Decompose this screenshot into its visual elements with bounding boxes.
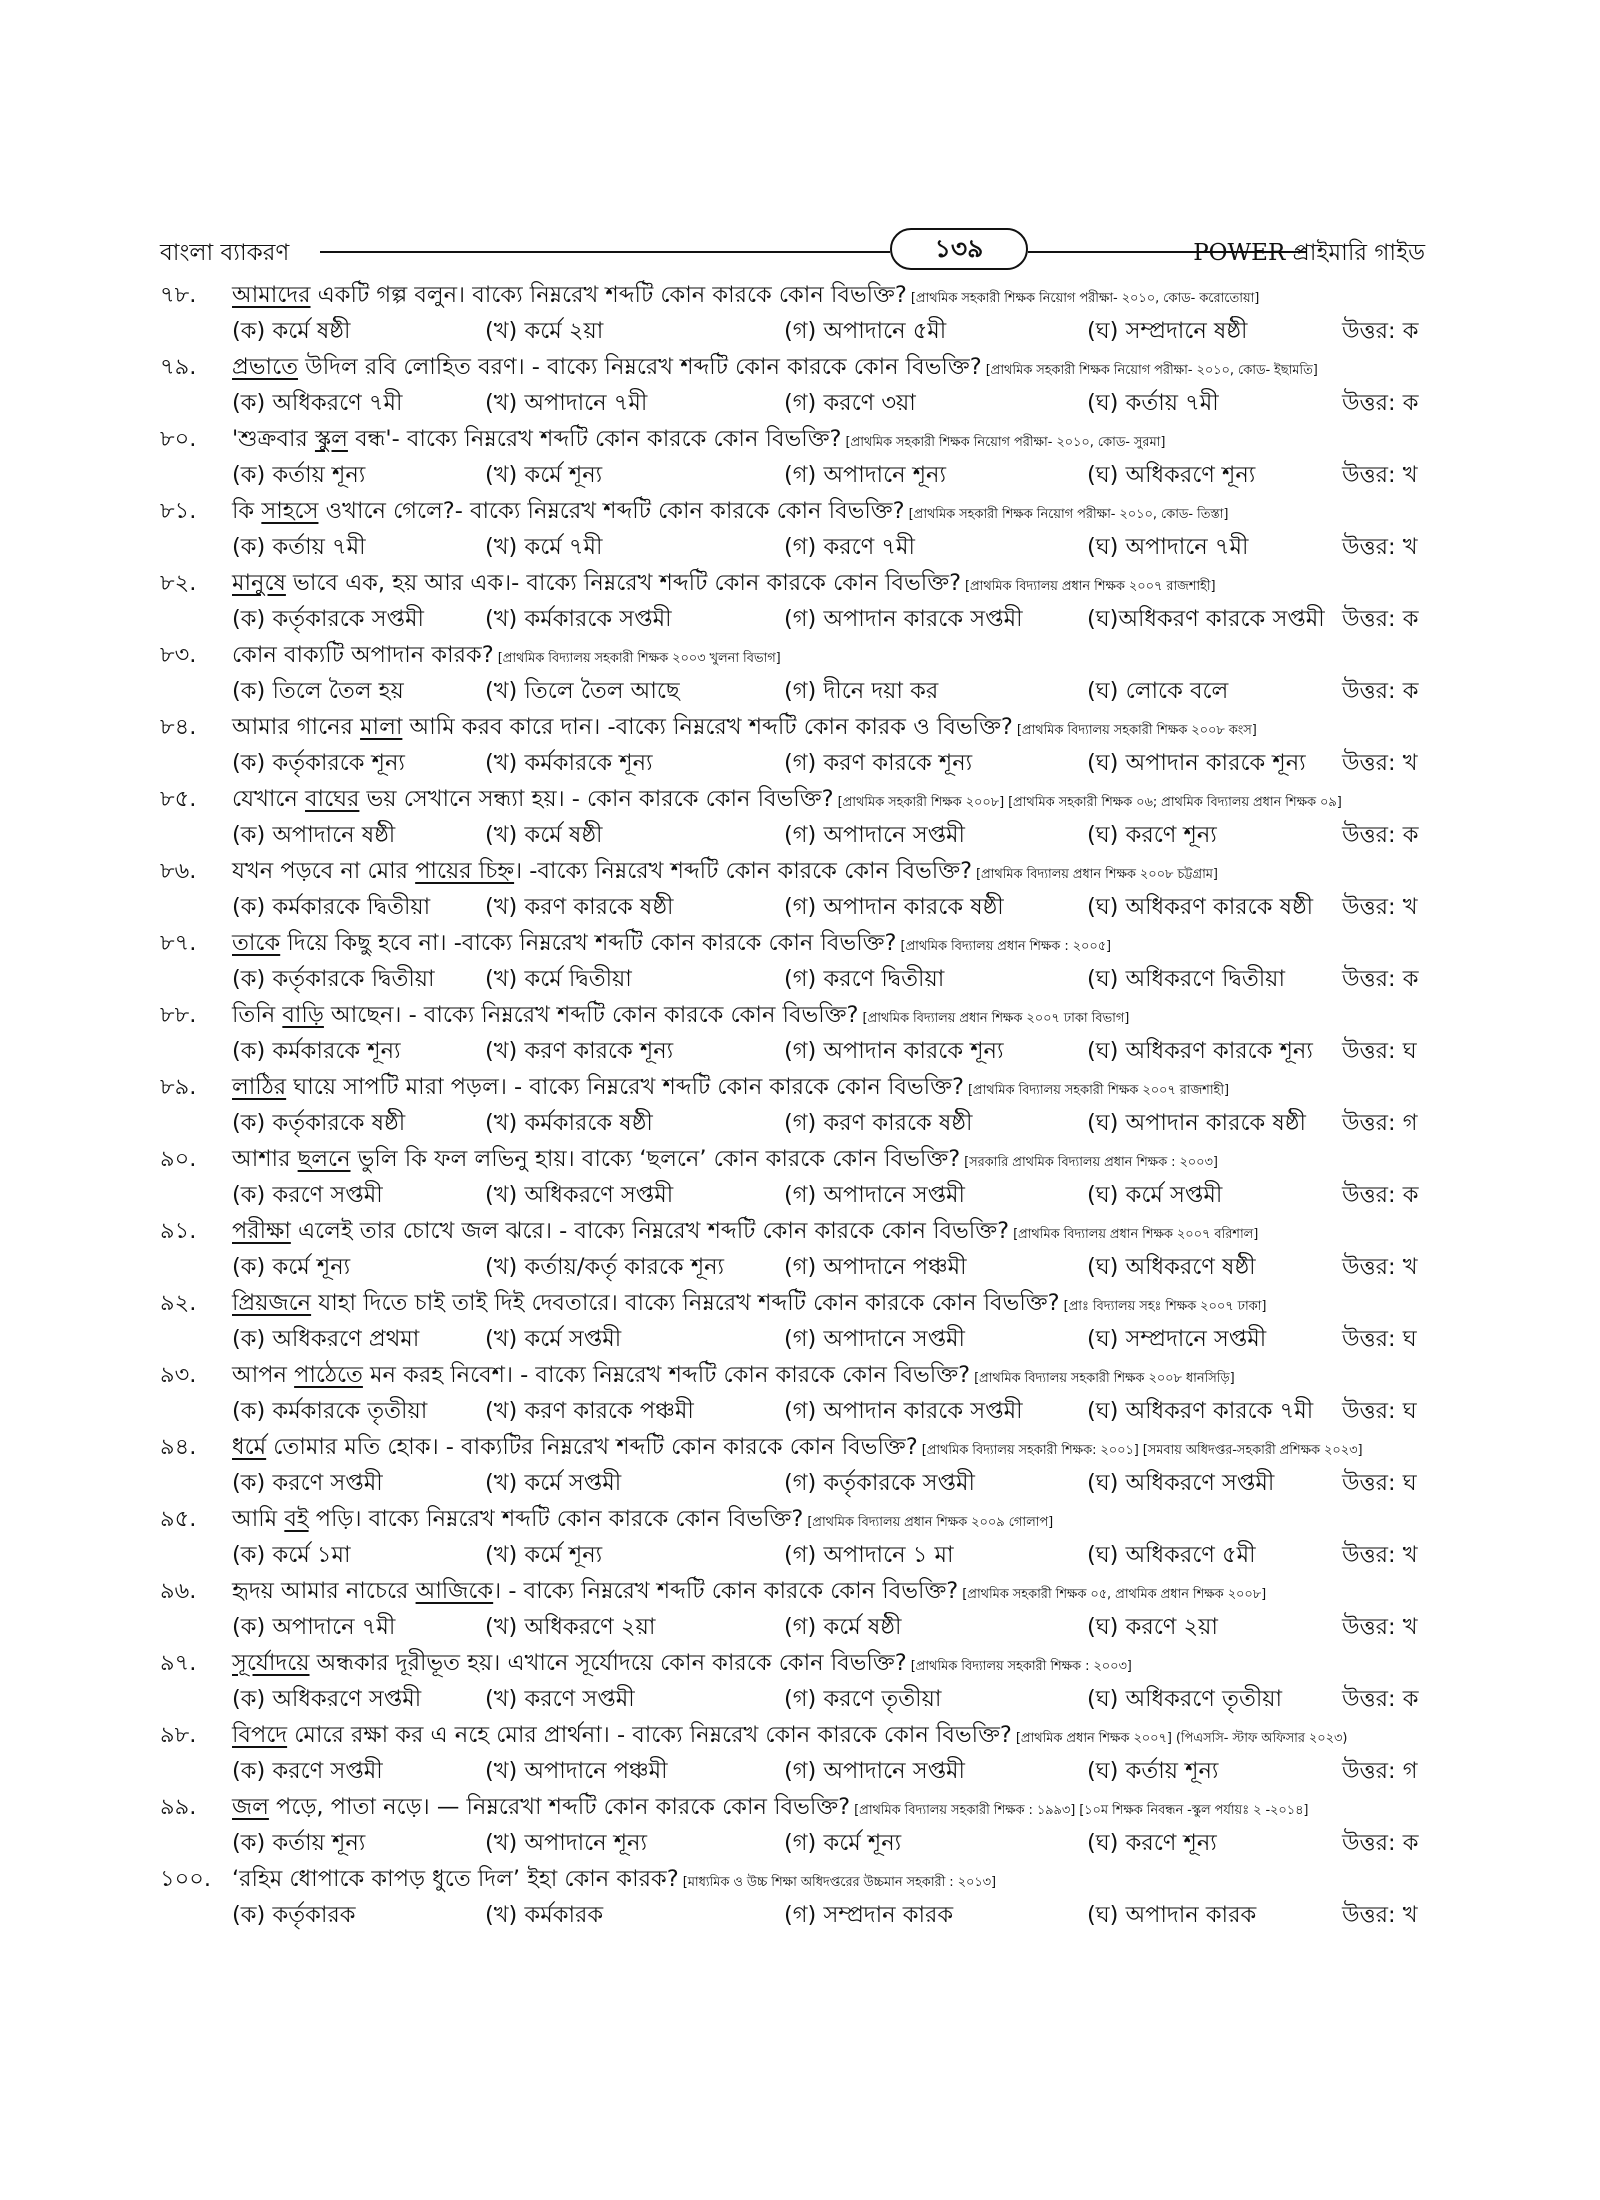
question-source: [প্রাথমিক সহকারী শিক্ষক ২০০৮] [প্রাথমিক সহকারী শিক্ষক ০৬; প্রাথমিক বিদ্যালয় প্রধান শিক্ষক ০৯] bbox=[833, 795, 1342, 810]
question-text-post: ভাবে এক, হয় আর এক।- বাক্যে নিম্নরেখ শব্দটি কোন কারকে কোন বিভক্তি? bbox=[285, 570, 962, 596]
answer-label: উত্তর: ক bbox=[1342, 966, 1419, 992]
question-text-post: আমি করব কারে দান। -বাক্যে নিম্নরেখ শব্দটি কোন কারক ও বিভক্তি? bbox=[402, 714, 1013, 740]
question-line bbox=[160, 1358, 1235, 1392]
options-row bbox=[232, 890, 1430, 924]
option-b: (খ) অপাদানে শূন্য bbox=[485, 1830, 648, 1856]
answer-label: উত্তর: গ bbox=[1342, 1758, 1418, 1784]
option-b: (খ) কর্মকারক bbox=[485, 1902, 604, 1928]
option-c: (গ) অপাদানে সপ্তমী bbox=[784, 822, 965, 848]
question-item bbox=[160, 1860, 1430, 1932]
options-row bbox=[232, 962, 1430, 996]
option-a: (ক) করণে সপ্তমী bbox=[232, 1758, 383, 1784]
option-c: (গ) করণে তৃতীয়া bbox=[784, 1686, 942, 1712]
question-source: [সরকারি প্রাথমিক বিদ্যালয় প্রধান শিক্ষক : ২০০৩] bbox=[960, 1155, 1218, 1170]
question-item bbox=[160, 1140, 1430, 1212]
question-text-post: ভুলি কি ফল লভিনু হায়। বাক্যে ‘ছলনে’ কোন কারকে কোন বিভক্তি? bbox=[350, 1146, 961, 1172]
question-line bbox=[160, 782, 1342, 816]
question-item bbox=[160, 564, 1430, 636]
options-row bbox=[232, 1322, 1430, 1356]
question-number: ৯৫. bbox=[160, 1506, 197, 1532]
option-b: (খ) কর্মকারকে সপ্তমী bbox=[485, 606, 672, 632]
option-a: (ক) কর্মকারকে দ্বিতীয়া bbox=[232, 894, 431, 920]
page-number-badge: ১৩৯ bbox=[890, 228, 1028, 270]
option-c: (গ) সম্প্রদান কারক bbox=[784, 1902, 954, 1928]
question-item bbox=[160, 1788, 1430, 1860]
answer-label: উত্তর: ঘ bbox=[1342, 1326, 1417, 1352]
question-item bbox=[160, 924, 1430, 996]
option-c: (গ) অপাদানে সপ্তমী bbox=[784, 1758, 965, 1784]
question-line bbox=[160, 926, 1111, 960]
option-b: (খ) কর্মে সপ্তমী bbox=[485, 1326, 622, 1352]
question-number: ৯৩. bbox=[160, 1362, 197, 1388]
question-text-post: পড়ে, পাতা নড়ে। — নিম্নরেখা শব্দটি কোন কারকে কোন বিভক্তি? bbox=[268, 1794, 851, 1820]
question-item bbox=[160, 420, 1430, 492]
question-keyword-underlined: সাহসে bbox=[261, 498, 319, 524]
options-row bbox=[232, 530, 1430, 564]
question-source: [প্রাথমিক বিদ্যালয় সহকারী শিক্ষক ২০০৮ কংস] bbox=[1012, 723, 1257, 738]
answer-label: উত্তর: ক bbox=[1342, 678, 1419, 704]
question-keyword-underlined: আমাদের bbox=[232, 282, 311, 308]
option-d: (ঘ) সম্প্রদানে ষষ্ঠী bbox=[1087, 318, 1248, 344]
question-number: ৯১. bbox=[160, 1218, 197, 1244]
options-row bbox=[232, 674, 1430, 708]
option-b: (খ) তিলে তৈল আছে bbox=[485, 678, 680, 704]
question-source: [প্রাথমিক বিদ্যালয় সহকারী শিক্ষক ২০০৭ রাজশাহী] bbox=[963, 1083, 1229, 1098]
question-item bbox=[160, 1428, 1430, 1500]
question-text-pre: আশার bbox=[232, 1146, 298, 1172]
question-text-post: । -বাক্যে নিম্নরেখ শব্দটি কোন কারকে কোন বিভক্তি? bbox=[514, 858, 973, 884]
question-item bbox=[160, 1500, 1430, 1572]
question-item bbox=[160, 348, 1430, 420]
question-text-pre: আপন bbox=[232, 1362, 295, 1388]
question-source: [প্রাথমিক বিদ্যালয় প্রধান শিক্ষক ২০০৭ ঢাকা বিভাগ] bbox=[858, 1011, 1130, 1026]
question-keyword-underlined: মানুষে bbox=[232, 570, 286, 596]
question-source: [মাধ্যমিক ও উচ্চ শিক্ষা অধিদপ্তরের উচ্চমান সহকারী : ২০১৩] bbox=[678, 1875, 996, 1890]
question-number: ১০০. bbox=[160, 1866, 212, 1892]
option-a: (ক) অধিকরণে সপ্তমী bbox=[232, 1686, 422, 1712]
options-row bbox=[232, 1682, 1430, 1716]
question-item bbox=[160, 708, 1430, 780]
answer-label: উত্তর: খ bbox=[1342, 1254, 1418, 1280]
question-line bbox=[160, 494, 1228, 528]
question-text-post: বন্ধ'- বাক্যে নিম্নরেখ শব্দটি কোন কারকে কোন বিভক্তি? bbox=[347, 426, 842, 452]
question-keyword-underlined: বাড়ি bbox=[282, 1002, 324, 1028]
option-b: (খ) করণ কারকে শূন্য bbox=[485, 1038, 674, 1064]
question-keyword-underlined: সূর্যোদয়ে bbox=[232, 1650, 310, 1676]
option-a: (ক) করণে সপ্তমী bbox=[232, 1182, 383, 1208]
options-row bbox=[232, 602, 1430, 636]
answer-label: উত্তর: ক bbox=[1342, 318, 1419, 344]
question-number: ৯২. bbox=[160, 1290, 197, 1316]
option-d: (ঘ) অধিকরণে ষষ্ঠী bbox=[1087, 1254, 1256, 1280]
option-b: (খ) কর্মকারকে ষষ্ঠী bbox=[485, 1110, 653, 1136]
question-item bbox=[160, 852, 1430, 924]
header-subject-title: বাংলা ব্যাকরণ bbox=[160, 240, 290, 266]
header-book-title: POWER প্রাইমারি গাইড bbox=[1193, 240, 1425, 266]
option-d: (ঘ) অধিকরণে সপ্তমী bbox=[1087, 1470, 1275, 1496]
option-c: (গ) অপাদানে শূন্য bbox=[784, 462, 946, 488]
answer-label: উত্তর: ঘ bbox=[1342, 1038, 1417, 1064]
option-a: (ক) কর্তৃকারকে সপ্তমী bbox=[232, 606, 424, 632]
option-a: (ক) কর্মে ১মা bbox=[232, 1542, 351, 1568]
option-d: (ঘ) অধিকরণ কারকে শূন্য bbox=[1087, 1038, 1313, 1064]
question-text-post: এলেই তার চোখে জল ঝরে। - বাক্যে নিম্নরেখ শব্দটি কোন কারকে কোন বিভক্তি? bbox=[290, 1218, 1010, 1244]
options-row bbox=[232, 1538, 1430, 1572]
question-source: [প্রাথমিক বিদ্যালয় প্রধান শিক্ষক ২০০৭ রাজশাহী] bbox=[961, 579, 1216, 594]
option-c: (গ) করণ কারকে শূন্য bbox=[784, 750, 973, 776]
option-d: (ঘ) অপাদান কারকে ষষ্ঠী bbox=[1087, 1110, 1306, 1136]
option-a: (ক) কর্তায় শূন্য bbox=[232, 1830, 366, 1856]
option-a: (ক) কর্তৃকারকে ষষ্ঠী bbox=[232, 1110, 406, 1136]
question-source: [প্রাথমিক বিদ্যালয় সহকারী শিক্ষক ২০০৮ ধানসিড়ি] bbox=[970, 1371, 1235, 1386]
option-a: (ক) কর্মে ষষ্ঠী bbox=[232, 318, 351, 344]
question-text-post: পড়ি। বাক্যে নিম্নরেখ শব্দটি কোন কারকে কোন বিভক্তি? bbox=[308, 1506, 804, 1532]
option-d: (ঘ) করণে শূন্য bbox=[1087, 822, 1217, 848]
question-line bbox=[160, 566, 1215, 600]
question-source: [প্রাথমিক বিদ্যালয় সহকারী শিক্ষক : ১৯৯৩] [১০ম শিক্ষক নিবন্ধন -স্কুল পর্যায়ঃ ২ -২০১৪] bbox=[850, 1803, 1309, 1818]
question-source: [প্রাথমিক বিদ্যালয় সহকারী শিক্ষক: ২০০১] [সমবায় অধিদপ্তর-সহকারী প্রশিক্ষক ২০২৩] bbox=[917, 1443, 1363, 1458]
option-b: (খ) অপাদানে ৭মী bbox=[485, 390, 648, 416]
answer-label: উত্তর: খ bbox=[1342, 1902, 1418, 1928]
options-row bbox=[232, 1178, 1430, 1212]
options-row bbox=[232, 1250, 1430, 1284]
question-text-pre: আমার গানের bbox=[232, 714, 361, 740]
option-a: (ক) অপাদানে ষষ্ঠী bbox=[232, 822, 396, 848]
question-text-post: । - বাক্যে নিম্নরেখ শব্দটি কোন কারকে কোন বিভক্তি? bbox=[493, 1578, 959, 1604]
question-number: ৮৯. bbox=[160, 1074, 197, 1100]
options-row bbox=[232, 1826, 1430, 1860]
options-row bbox=[232, 746, 1430, 780]
option-a: (ক) কর্মকারকে তৃতীয়া bbox=[232, 1398, 428, 1424]
question-keyword-underlined: মালা bbox=[360, 714, 403, 740]
options-row bbox=[232, 1754, 1430, 1788]
option-a: (ক) কর্মকারকে শূন্য bbox=[232, 1038, 401, 1064]
option-a: (ক) কর্মে শূন্য bbox=[232, 1254, 351, 1280]
question-line bbox=[160, 1790, 1308, 1824]
answer-label: উত্তর: খ bbox=[1342, 894, 1418, 920]
question-text-post: আছেন। - বাক্যে নিম্নরেখ শব্দটি কোন কারকে কোন বিভক্তি? bbox=[323, 1002, 859, 1028]
option-c: (গ) অপাদানে সপ্তমী bbox=[784, 1182, 965, 1208]
question-line bbox=[160, 710, 1257, 744]
option-d: (ঘ) অধিকরণে ৫মী bbox=[1087, 1542, 1256, 1568]
options-row bbox=[232, 1394, 1430, 1428]
options-row bbox=[232, 1466, 1430, 1500]
option-b: (খ) করণে সপ্তমী bbox=[485, 1686, 635, 1712]
option-b: (খ) কর্তায়/কর্তৃ কারকে শূন্য bbox=[485, 1254, 725, 1280]
option-d: (ঘ)অধিকরণ কারকে সপ্তমী bbox=[1087, 606, 1325, 632]
question-source: [প্রাথমিক সহকারী শিক্ষক ০৫, প্রাথমিক প্রধান শিক্ষক ২০০৮] bbox=[958, 1587, 1267, 1602]
option-c: (গ) করণে ৩য়া bbox=[784, 390, 916, 416]
option-d: (ঘ) অধিকরণ কারকে ৭মী bbox=[1087, 1398, 1314, 1424]
option-c: (গ) অপাদান কারকে সপ্তমী bbox=[784, 1398, 1023, 1424]
option-a: (ক) অপাদানে ৭মী bbox=[232, 1614, 396, 1640]
answer-label: উত্তর: ঘ bbox=[1342, 1398, 1417, 1424]
options-row bbox=[232, 1610, 1430, 1644]
question-text-pre: যখন পড়বে না মোর bbox=[232, 858, 416, 884]
options-row bbox=[232, 1898, 1430, 1932]
question-source: [প্রাথমিক সহকারী শিক্ষক নিয়োগ পরীক্ষা- ২০১০, কোড- করোতোয়া] bbox=[906, 291, 1260, 306]
question-number: ৮৪. bbox=[160, 714, 197, 740]
question-text-post: মোরে রক্ষা কর এ নহে মোর প্রার্থনা। - বাক্যে নিম্নরেখ কোন কারকে কোন বিভক্তি? bbox=[287, 1722, 1012, 1748]
question-line bbox=[160, 422, 1165, 456]
options-row bbox=[232, 386, 1430, 420]
question-source: [প্রাথমিক বিদ্যালয় প্রধান শিক্ষক : ২০০৫] bbox=[896, 939, 1111, 954]
question-text-pre: তিনি bbox=[232, 1002, 283, 1028]
question-text-pre: আমি bbox=[232, 1506, 285, 1532]
question-source: [প্রাথমিক সহকারী শিক্ষক নিয়োগ পরীক্ষা- ২০১০, কোড- তিস্তা] bbox=[904, 507, 1229, 522]
option-a: (ক) কর্তৃকারক bbox=[232, 1902, 356, 1928]
option-b: (খ) কর্মে ৭মী bbox=[485, 534, 603, 560]
question-item bbox=[160, 1212, 1430, 1284]
option-b: (খ) কর্মে শূন্য bbox=[485, 462, 603, 488]
question-number: ৯৯. bbox=[160, 1794, 197, 1820]
option-b: (খ) করণ কারকে পঞ্চমী bbox=[485, 1398, 694, 1424]
option-b: (খ) কর্মে দ্বিতীয়া bbox=[485, 966, 632, 992]
answer-label: উত্তর: ক bbox=[1342, 1686, 1419, 1712]
question-line bbox=[160, 1862, 996, 1896]
question-line bbox=[160, 1646, 1132, 1680]
answer-label: উত্তর: খ bbox=[1342, 1542, 1418, 1568]
question-keyword-underlined: লাঠির bbox=[232, 1074, 287, 1100]
option-a: (ক) করণে সপ্তমী bbox=[232, 1470, 383, 1496]
question-item bbox=[160, 1572, 1430, 1644]
question-line bbox=[160, 1502, 1053, 1536]
options-row bbox=[232, 1106, 1430, 1140]
question-line bbox=[160, 1574, 1266, 1608]
question-text-pre: 'শুক্রবার bbox=[232, 426, 315, 452]
answer-label: উত্তর: খ bbox=[1342, 462, 1418, 488]
option-a: (ক) কর্তায় ৭মী bbox=[232, 534, 366, 560]
question-text-post: ভয় সেখানে সন্ধ্যা হয়। - কোন কারকে কোন বিভক্তি? bbox=[359, 786, 834, 812]
question-number: ৯৮. bbox=[160, 1722, 197, 1748]
question-source: [প্রাথমিক বিদ্যালয় প্রধান শিক্ষক ২০০৭ বরিশাল] bbox=[1009, 1227, 1259, 1242]
options-row bbox=[232, 818, 1430, 852]
question-line bbox=[160, 350, 1318, 384]
question-item bbox=[160, 492, 1430, 564]
question-number: ৮৩. bbox=[160, 642, 197, 668]
question-line bbox=[160, 1142, 1218, 1176]
option-b: (খ) অপাদানে পঞ্চমী bbox=[485, 1758, 668, 1784]
question-number: ৮৭. bbox=[160, 930, 197, 956]
question-keyword-underlined: বিপদে bbox=[232, 1722, 288, 1748]
option-b: (খ) অধিকরণে সপ্তমী bbox=[485, 1182, 674, 1208]
option-d: (ঘ) অধিকরণে শূন্য bbox=[1087, 462, 1256, 488]
answer-label: উত্তর: ক bbox=[1342, 822, 1419, 848]
question-source: [প্রাথমিক বিদ্যালয় সহকারী শিক্ষক ২০০৩ খুলনা বিভাগ] bbox=[493, 651, 781, 666]
option-c: (গ) অপাদানে ১ মা bbox=[784, 1542, 954, 1568]
question-text-post: মন করহ নিবেশ। - বাক্যে নিম্নরেখ শব্দটি কোন কারকে কোন বিভক্তি? bbox=[362, 1362, 971, 1388]
option-d: (ঘ) কর্মে সপ্তমী bbox=[1087, 1182, 1223, 1208]
question-text-pre: যেখানে bbox=[232, 786, 306, 812]
question-keyword-underlined: পায়ের চিহ্ন bbox=[415, 858, 515, 884]
question-source: [প্রাথমিক সহকারী শিক্ষক নিয়োগ পরীক্ষা- ২০১০, কোড- ইছামতি] bbox=[981, 363, 1318, 378]
option-a: (ক) তিলে তৈল হয় bbox=[232, 678, 404, 704]
question-text-post: ওখানে গেলে?- বাক্যে নিম্নরেখ শব্দটি কোন কারকে কোন বিভক্তি? bbox=[318, 498, 905, 524]
option-b: (খ) কর্মে ষষ্ঠী bbox=[485, 822, 603, 848]
options-row bbox=[232, 314, 1430, 348]
question-line bbox=[160, 278, 1259, 312]
options-row bbox=[232, 458, 1430, 492]
question-line bbox=[160, 1286, 1266, 1320]
question-line bbox=[160, 998, 1129, 1032]
option-c: (গ) অপাদানে সপ্তমী bbox=[784, 1326, 965, 1352]
option-d: (ঘ) অপাদান কারকে শূন্য bbox=[1087, 750, 1306, 776]
question-source: [প্রাথমিক বিদ্যালয় প্রধান শিক্ষক ২০০৮ চট্টগ্রাম] bbox=[972, 867, 1218, 882]
option-d: (ঘ) সম্প্রদানে সপ্তমী bbox=[1087, 1326, 1267, 1352]
question-item bbox=[160, 1356, 1430, 1428]
option-c: (গ) অপাদান কারকে সপ্তমী bbox=[784, 606, 1023, 632]
question-item bbox=[160, 996, 1430, 1068]
question-text-post: দিয়ে কিছু হবে না। -বাক্যে নিম্নরেখ শব্দটি কোন কারকে কোন বিভক্তি? bbox=[280, 930, 897, 956]
question-keyword-underlined: ধর্মে bbox=[232, 1434, 267, 1460]
option-c: (গ) অপাদান কারকে ষষ্ঠী bbox=[784, 894, 1004, 920]
option-b: (খ) কর্মকারকে শূন্য bbox=[485, 750, 653, 776]
options-row bbox=[232, 1034, 1430, 1068]
answer-label: উত্তর: খ bbox=[1342, 1614, 1418, 1640]
question-keyword-underlined: পরীক্ষা bbox=[232, 1218, 291, 1244]
question-keyword-underlined: প্রভাতে bbox=[232, 354, 299, 380]
option-c: (গ) অপাদানে পঞ্চমী bbox=[784, 1254, 967, 1280]
question-text-post: তোমার মতি হোক। - বাক্যটির নিম্নরেখ শব্দটি কোন কারকে কোন বিভক্তি? bbox=[266, 1434, 918, 1460]
question-text-post: যাহা দিতে চাই তাই দিই দেবতারে। বাক্যে নিম্নরেখ শব্দটি কোন কারকে কোন বিভক্তি? bbox=[311, 1290, 1060, 1316]
header-rule-left bbox=[320, 251, 890, 253]
question-item bbox=[160, 780, 1430, 852]
question-text-post: অন্ধকার দূরীভূত হয়। এখানে সূর্যোদয়ে কোন কারকে কোন বিভক্তি? bbox=[309, 1650, 907, 1676]
question-number: ৯৭. bbox=[160, 1650, 197, 1676]
question-keyword-underlined: ছলনে bbox=[297, 1146, 351, 1172]
question-source: [প্রাথমিক সহকারী শিক্ষক নিয়োগ পরীক্ষা- ২০১০, কোড- সুরমা] bbox=[841, 435, 1166, 450]
question-item bbox=[160, 1284, 1430, 1356]
option-a: (ক) কর্তৃকারকে দ্বিতীয়া bbox=[232, 966, 435, 992]
question-line bbox=[160, 638, 781, 672]
question-keyword-underlined: স্কুল bbox=[314, 426, 348, 452]
option-c: (গ) অপাদানে ৫মী bbox=[784, 318, 947, 344]
option-c: (গ) কর্মে শূন্য bbox=[784, 1830, 902, 1856]
question-item bbox=[160, 636, 1430, 708]
question-number: ৮৬. bbox=[160, 858, 197, 884]
option-b: (খ) কর্মে সপ্তমী bbox=[485, 1470, 622, 1496]
question-text-post: উদিল রবি লোহিত বরণ। - বাক্যে নিম্নরেখ শব্দটি কোন কারকে কোন বিভক্তি? bbox=[298, 354, 982, 380]
option-b: (খ) করণ কারকে ষষ্ঠী bbox=[485, 894, 674, 920]
option-d: (ঘ) লোকে বলে bbox=[1087, 678, 1229, 704]
question-number: ৭৮. bbox=[160, 282, 197, 308]
question-keyword-underlined: আজিকে bbox=[415, 1578, 494, 1604]
option-a: (ক) কর্তৃকারকে শূন্য bbox=[232, 750, 405, 776]
option-a: (ক) কর্তায় শূন্য bbox=[232, 462, 366, 488]
page-header bbox=[160, 224, 1425, 276]
option-c: (গ) করণে দ্বিতীয়া bbox=[784, 966, 945, 992]
question-line bbox=[160, 1718, 1347, 1752]
option-d: (ঘ) অধিকরণে তৃতীয়া bbox=[1087, 1686, 1283, 1712]
answer-label: উত্তর: ঘ bbox=[1342, 1470, 1417, 1496]
answer-label: উত্তর: ক bbox=[1342, 606, 1419, 632]
question-number: ৮৫. bbox=[160, 786, 197, 812]
question-text-pre: হৃদয় আমার নাচেরে bbox=[232, 1578, 416, 1604]
question-item bbox=[160, 1644, 1430, 1716]
question-line bbox=[160, 1214, 1258, 1248]
question-line bbox=[160, 1070, 1229, 1104]
option-b: (খ) কর্মে ২য়া bbox=[485, 318, 604, 344]
question-text-post: ঘায়ে সাপটি মারা পড়ল। - বাক্যে নিম্নরেখ শব্দটি কোন কারকে কোন বিভক্তি? bbox=[286, 1074, 964, 1100]
question-keyword-underlined: জল bbox=[232, 1794, 269, 1820]
answer-label: উত্তর: গ bbox=[1342, 1110, 1418, 1136]
question-line bbox=[160, 854, 1218, 888]
option-d: (ঘ) কর্তায় ৭মী bbox=[1087, 390, 1219, 416]
answer-label: উত্তর: ক bbox=[1342, 1182, 1419, 1208]
option-c: (গ) করণ কারকে ষষ্ঠী bbox=[784, 1110, 973, 1136]
question-item bbox=[160, 276, 1430, 348]
option-b: (খ) অধিকরণে ২য়া bbox=[485, 1614, 656, 1640]
question-line bbox=[160, 1430, 1362, 1464]
answer-label: উত্তর: খ bbox=[1342, 750, 1418, 776]
question-number: ৮১. bbox=[160, 498, 197, 524]
answer-label: উত্তর: ক bbox=[1342, 1830, 1419, 1856]
question-text-pre: কি bbox=[232, 498, 262, 524]
question-number: ৯৬. bbox=[160, 1578, 197, 1604]
question-number: ৯০. bbox=[160, 1146, 197, 1172]
option-a: (ক) অধিকরণে প্রথমা bbox=[232, 1326, 420, 1352]
option-c: (গ) কর্তৃকারকে সপ্তমী bbox=[784, 1470, 975, 1496]
answer-label: উত্তর: ক bbox=[1342, 390, 1419, 416]
question-item bbox=[160, 1068, 1430, 1140]
question-number: ৯৪. bbox=[160, 1434, 197, 1460]
question-number: ৭৯. bbox=[160, 354, 197, 380]
question-text-pre: কোন বাক্যটি অপাদান কারক? bbox=[232, 642, 494, 668]
question-number: ৮০. bbox=[160, 426, 197, 452]
question-keyword-underlined: তাকে bbox=[232, 930, 281, 956]
question-source: [প্রাথমিক প্রধান শিক্ষক ২০০৭] (পিএসসি- স্টাফ অফিসার ২০২৩) bbox=[1011, 1731, 1348, 1746]
option-c: (গ) দীনে দয়া কর bbox=[784, 678, 939, 704]
option-d: (ঘ) করণে শূন্য bbox=[1087, 1830, 1217, 1856]
option-d: (ঘ) কর্তায় শূন্য bbox=[1087, 1758, 1219, 1784]
option-d: (ঘ) করণে ২য়া bbox=[1087, 1614, 1218, 1640]
question-list bbox=[160, 276, 1430, 1932]
question-source: [প্রাঃ বিদ্যালয় সহঃ শিক্ষক ২০০৭ ঢাকা] bbox=[1059, 1299, 1267, 1314]
option-c: (গ) কর্মে ষষ্ঠী bbox=[784, 1614, 902, 1640]
option-c: (গ) অপাদান কারকে শূন্য bbox=[784, 1038, 1004, 1064]
question-keyword-underlined: বাঘের bbox=[305, 786, 360, 812]
option-d: (ঘ) অধিকরণ কারকে ষষ্ঠী bbox=[1087, 894, 1314, 920]
option-a: (ক) অধিকরণে ৭মী bbox=[232, 390, 403, 416]
question-keyword-underlined: প্রিয়জনে bbox=[232, 1290, 312, 1316]
question-keyword-underlined: বই bbox=[284, 1506, 309, 1532]
question-text-pre: ‘রহিম ধোপাকে কাপড় ধুতে দিল’ ইহা কোন কারক? bbox=[232, 1866, 679, 1892]
answer-label: উত্তর: খ bbox=[1342, 534, 1418, 560]
question-number: ৮৮. bbox=[160, 1002, 197, 1028]
option-c: (গ) করণে ৭মী bbox=[784, 534, 915, 560]
question-item bbox=[160, 1716, 1430, 1788]
question-source: [প্রাথমিক বিদ্যালয় সহকারী শিক্ষক : ২০০৩] bbox=[906, 1659, 1132, 1674]
option-d: (ঘ) অপাদানে ৭মী bbox=[1087, 534, 1249, 560]
option-d: (ঘ) অধিকরণে দ্বিতীয়া bbox=[1087, 966, 1285, 992]
question-keyword-underlined: পাঠেতে bbox=[294, 1362, 363, 1388]
question-number: ৮২. bbox=[160, 570, 197, 596]
question-text-post: একটি গল্প বলুন। বাক্যে নিম্নরেখ শব্দটি কোন কারকে কোন বিভক্তি? bbox=[310, 282, 907, 308]
option-b: (খ) কর্মে শূন্য bbox=[485, 1542, 603, 1568]
option-d: (ঘ) অপাদান কারক bbox=[1087, 1902, 1257, 1928]
question-source: [প্রাথমিক বিদ্যালয় প্রধান শিক্ষক ২০০৯ গোলাপ] bbox=[803, 1515, 1054, 1530]
